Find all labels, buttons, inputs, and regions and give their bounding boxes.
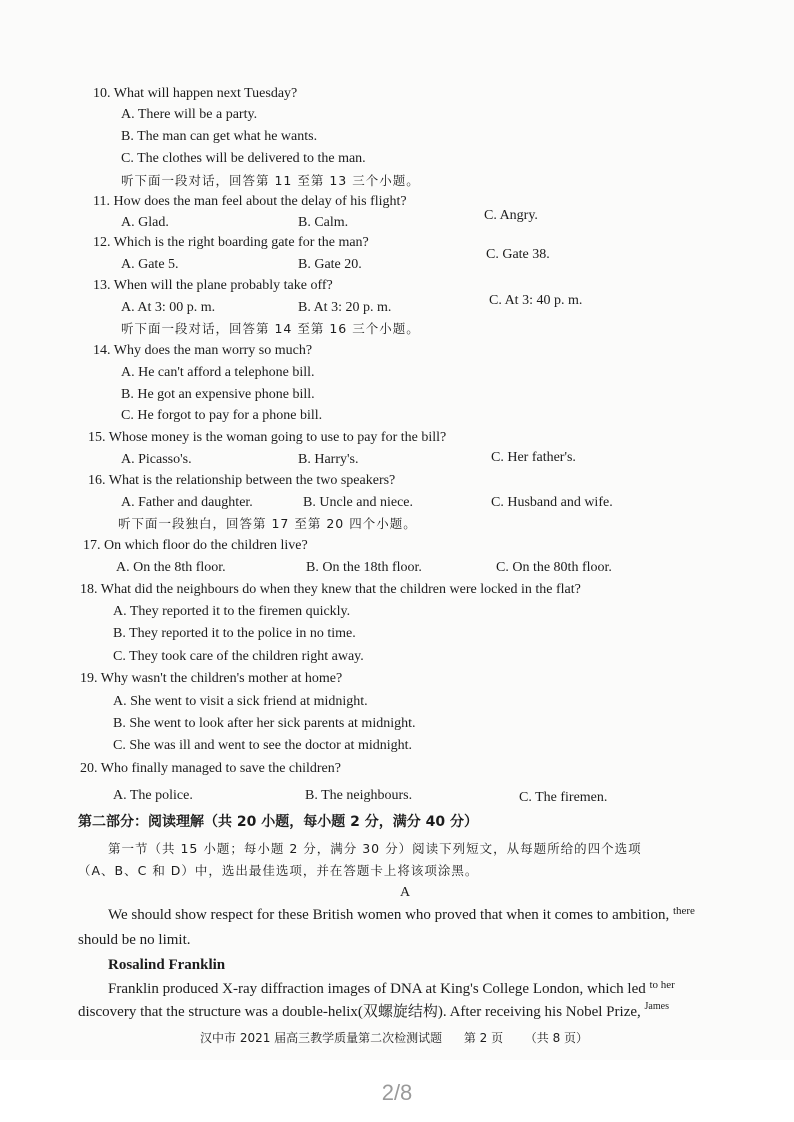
question-10-option-c: C. The clothes will be delivered to the man. [121, 151, 366, 166]
question-15-option-a: A. Picasso's. [121, 452, 192, 467]
part2-instruction-line2: （A、B、C 和 D）中，选出最佳选项，并在答题卡上将该项涂黑。 [78, 863, 479, 878]
question-13-stem: 13. When will the plane probably take off? [93, 278, 333, 293]
question-10-stem: 10. What will happen next Tuesday? [93, 86, 298, 101]
question-10-option-a: A. There will be a party. [121, 107, 258, 122]
question-12-stem: 12. Which is the right boarding gate for the man? [93, 235, 369, 250]
question-16-option-b: B. Uncle and niece. [303, 495, 414, 510]
passage-line-3-text: Franklin produced X-ray diffraction images of DNA at King's College London, which led [108, 981, 646, 997]
question-13-option-b: B. At 3: 20 p. m. [298, 300, 392, 315]
question-20-option-b: B. The neighbours. [305, 788, 413, 803]
direction-14-16: 听下面一段对话，回答第 14 至第 16 三个小题。 [121, 321, 420, 336]
question-19-stem: 19. Why wasn't the children's mother at home? [80, 671, 343, 686]
question-12-option-a: A. Gate 5. [121, 257, 179, 272]
question-14-stem: 14. Why does the man worry so much? [93, 343, 313, 358]
passage-subheading: Rosalind Franklin [108, 957, 226, 973]
question-17-option-b: B. On the 18th floor. [306, 560, 422, 575]
footer-page-total: （共 8 页） [524, 1031, 589, 1045]
question-17-option-c: C. On the 80th floor. [496, 560, 612, 575]
question-16-option-c: C. Husband and wife. [491, 495, 613, 510]
question-15-option-b: B. Harry's. [298, 452, 359, 467]
question-11-stem: 11. How does the man feel about the delay of his flight? [93, 194, 407, 209]
question-18-option-c: C. They took care of the children right away. [113, 649, 364, 664]
passage-line-2: should be no limit. [78, 932, 191, 948]
question-11-option-c: C. Angry. [484, 208, 538, 223]
page-footer [200, 1029, 588, 1046]
question-17-stem: 17. On which floor do the children live? [83, 538, 308, 553]
question-13-option-a: A. At 3: 00 p. m. [121, 300, 216, 315]
passage-line-1-text: We should show respect for these British women who proved that when it comes to ambition, [108, 907, 670, 923]
question-15-stem: 15. Whose money is the woman going to use to pay for the bill? [88, 430, 447, 445]
footer-page-number: 第 2 页 [463, 1031, 504, 1045]
question-14-option-a: A. He can't afford a telephone bill. [121, 365, 315, 380]
question-14-option-b: B. He got an expensive phone bill. [121, 387, 315, 402]
passage-line-4 [78, 1003, 669, 1023]
page-indicator: 2/8 [381, 1080, 413, 1105]
question-14-option-c: C. He forgot to pay for a phone bill. [121, 408, 323, 423]
footer-exam-title: 汉中市 2021 届高三教学质量第二次检测试题 [200, 1031, 443, 1045]
question-16-stem: 16. What is the relationship between the two speakers? [88, 473, 396, 488]
question-13-option-c: C. At 3: 40 p. m. [489, 293, 583, 308]
question-12-option-b: B. Gate 20. [298, 257, 362, 272]
question-20-option-a: A. The police. [113, 788, 193, 803]
passage-line-4-end: James [644, 1001, 669, 1012]
question-19-option-b: B. She went to look after her sick parents at midnight. [113, 716, 416, 731]
question-19-option-a: A. She went to visit a sick friend at midnight. [113, 694, 368, 709]
question-19-option-c: C. She was ill and went to see the doctor at midnight. [113, 738, 413, 753]
question-18-option-a: A. They reported it to the firemen quickly. [113, 604, 351, 619]
passage-line-4-text: discovery that the structure was a double-helix(双螺旋结构). After receiving his Nobel Prize, [78, 1004, 641, 1020]
direction-11-13: 听下面一段对话，回答第 11 至第 13 三个小题。 [121, 173, 420, 188]
passage-line-3 [108, 980, 675, 999]
part2-instruction-line1: 第一节（共 15 小题；每小题 2 分，满分 30 分）阅读下列短文，从每题所给的四个选项 [108, 841, 642, 856]
question-15-option-c: C. Her father's. [491, 450, 576, 465]
question-20-option-c: C. The firemen. [519, 790, 608, 805]
question-18-stem: 18. What did the neighbours do when they knew that the children were locked in the flat? [80, 582, 581, 597]
question-12-option-c: C. Gate 38. [486, 247, 550, 262]
question-11-option-a: A. Glad. [121, 215, 169, 230]
direction-17-20: 听下面一段独白，回答第 17 至第 20 四个小题。 [118, 516, 417, 531]
part2-heading: 第二部分：阅读理解（共 20 小题，每小题 2 分，满分 40 分） [78, 814, 478, 830]
passage-label: A [400, 885, 411, 900]
passage-line-3-end: to her [649, 979, 675, 991]
question-10-option-b: B. The man can get what he wants. [121, 129, 318, 144]
question-16-option-a: A. Father and daughter. [121, 495, 253, 510]
passage-line-1-end: there [672, 905, 695, 917]
question-11-option-b: B. Calm. [298, 215, 349, 230]
question-18-option-b: B. They reported it to the police in no time. [113, 626, 356, 641]
question-20-stem: 20. Who finally managed to save the children? [80, 761, 341, 776]
question-17-option-a: A. On the 8th floor. [116, 560, 226, 575]
passage-line-1 [108, 906, 695, 925]
